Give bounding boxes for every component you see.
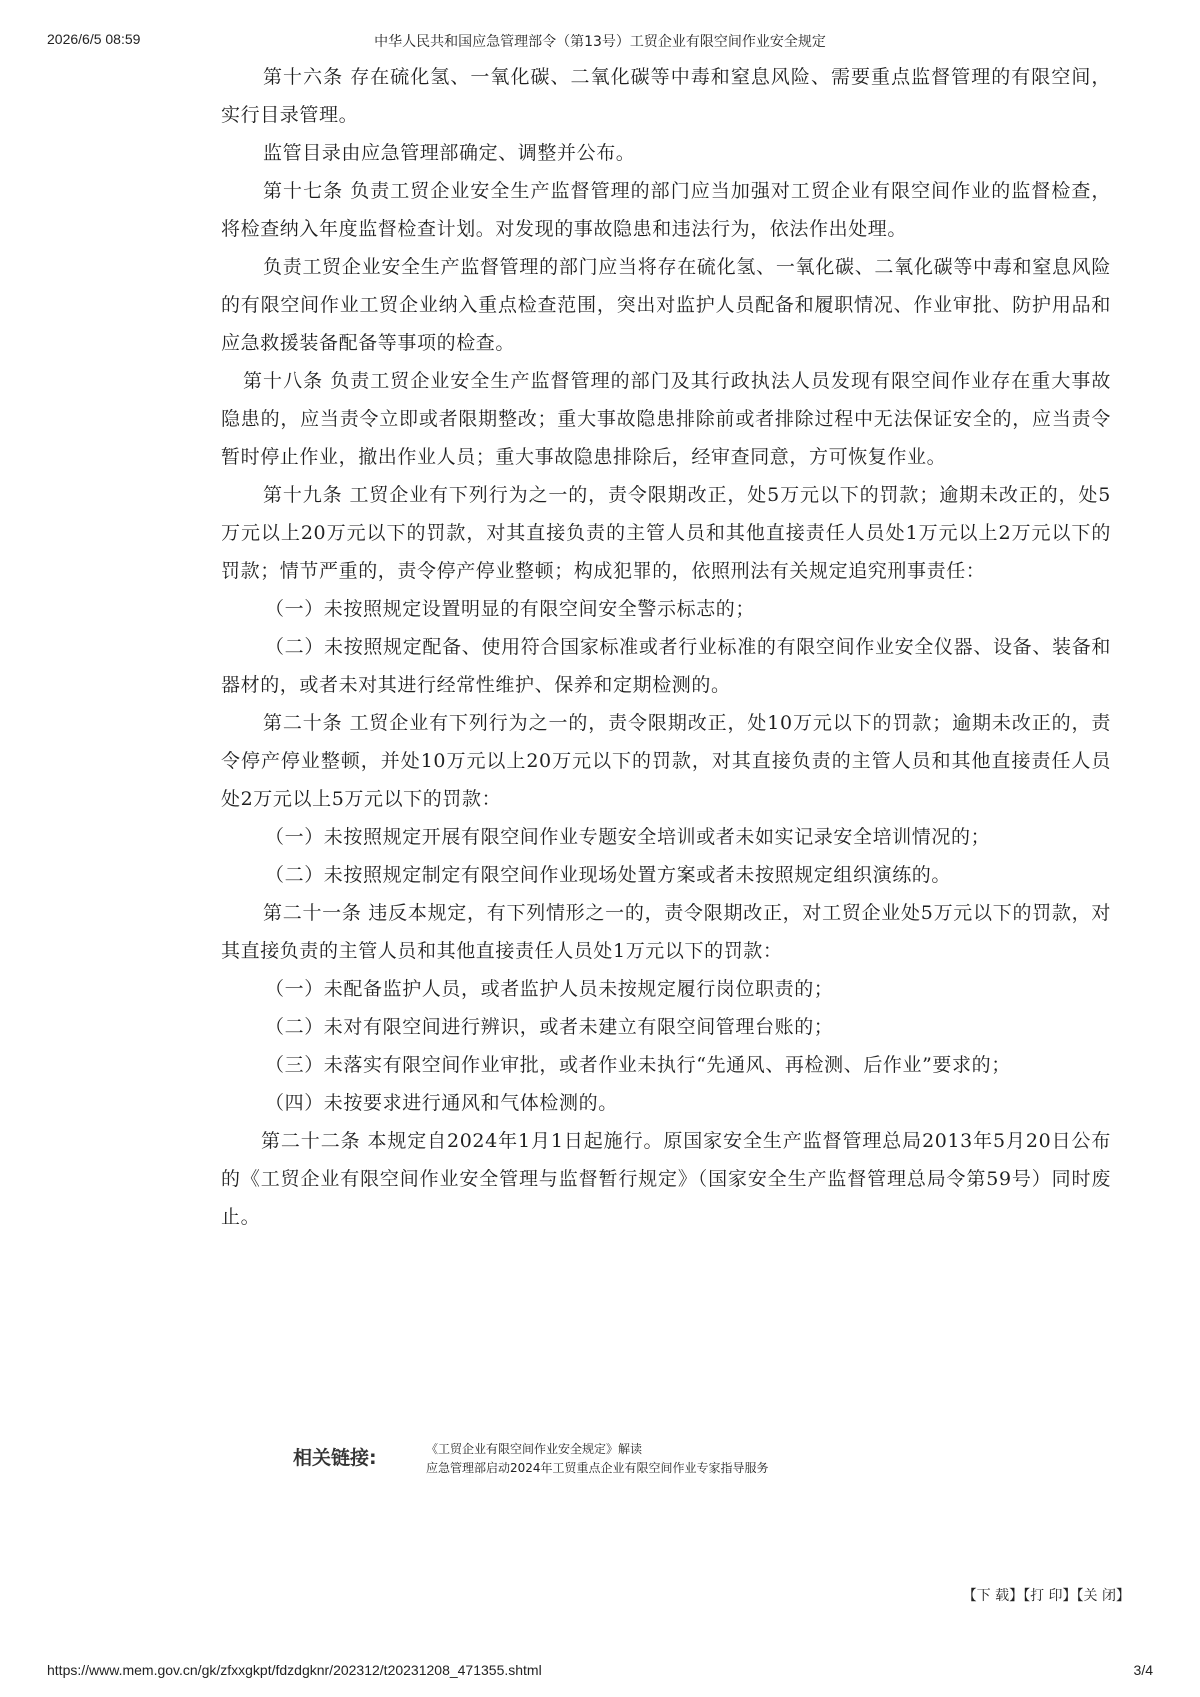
article-21: 第二十一条 违反本规定，有下列情形之一的，责令限期改正，对工贸企业处5万元以下的罚款，对其直接负责的主管人员和其他直接责任人员处1万元以下的罚款： xyxy=(221,902,1111,962)
page-number: 3/4 xyxy=(1133,1662,1153,1678)
article-21-item-3: （三）未落实有限空间作业审批，或者作业未执行“先通风、再检测、后作业”要求的； xyxy=(265,1054,1011,1076)
article-19-item-1: （一）未按照规定设置明显的有限空间安全警示标志的； xyxy=(265,598,756,620)
article-21-item-4: （四）未按要求进行通风和气体检测的。 xyxy=(265,1092,618,1114)
page-actions xyxy=(963,1585,1130,1605)
article-21-item-1: （一）未配备监护人员，或者监护人员未按规定履行岗位职责的； xyxy=(265,978,834,1000)
print-date: 2026/6/5 08:59 xyxy=(47,31,141,47)
article-22: 第二十二条 本规定自2024年1月1日起施行。原国家安全生产监督管理总局2013年5月20日公布的《工贸企业有限空间作业安全管理与监督暂行规定》（国家安全生产监督管理总局令第59号）同时废止。 xyxy=(221,1130,1111,1228)
article-18: 第十八条 负责工贸企业安全生产监督管理的部门及其行政执法人员发现有限空间作业存在重大事故隐患的，应当责令立即或者限期整改；重大事故隐患排除前或者排除过程中无法保证安全的，应当责令暂时停止作业，撤出作业人员；重大事故隐患排除后，经审查同意，方可恢复作业。 xyxy=(221,370,1111,468)
related-link-interpretation[interactable]: 《工贸企业有限空间作业安全规定》解读 xyxy=(426,1442,643,1456)
download-button[interactable]: 【下 载】 xyxy=(962,1588,1024,1604)
print-footer-url: https://www.mem.gov.cn/gk/zfxxgkpt/fdzdgknr/202312/t20231208_471355.shtml xyxy=(47,1662,542,1678)
article-21-item-2: （二）未对有限空间进行辨识，或者未建立有限空间管理台账的； xyxy=(265,1016,834,1038)
article-20-item-1: （一）未按照规定开展有限空间作业专题安全培训或者未如实记录安全培训情况的； xyxy=(265,826,991,848)
related-links-list xyxy=(426,1440,769,1478)
article-17-para-2: 负责工贸企业安全生产监督管理的部门应当将存在硫化氢、一氧化碳、二氧化碳等中毒和窒息风险的有限空间作业工贸企业纳入重点检查范围，突出对监护人员配备和履职情况、作业审批、防护用品和应急救援装备配备等事项的检查。 xyxy=(221,256,1111,354)
article-16: 第十六条 存在硫化氢、一氧化碳、二氧化碳等中毒和窒息风险、需要重点监督管理的有限空间，实行目录管理。 xyxy=(221,66,1111,126)
article-20-item-2: （二）未按照规定制定有限空间作业现场处置方案或者未按照规定组织演练的。 xyxy=(265,864,952,886)
article-20: 第二十条 工贸企业有下列行为之一的，责令限期改正，处10万元以下的罚款；逾期未改正的，责令停产停业整顿，并处10万元以上20万元以下的罚款，对其直接负责的主管人员和其他直接责任人员处2万元以上5万元以下的罚款： xyxy=(221,712,1111,810)
close-button[interactable]: 【关 闭】 xyxy=(1076,1588,1130,1604)
article-19-item-2: （二）未按照规定配备、使用符合国家标准或者行业标准的有限空间作业安全仪器、设备、装备和器材的，或者未对其进行经常性维护、保养和定期检测的。 xyxy=(221,636,1111,696)
print-button[interactable]: 【打 印】 xyxy=(1023,1588,1077,1604)
related-links-label: 相关链接: xyxy=(293,1447,377,1469)
print-header-title: 中华人民共和国应急管理部令（第13号）工贸企业有限空间作业安全规定 xyxy=(374,34,826,50)
article-body xyxy=(221,58,1111,1236)
article-17: 第十七条 负责工贸企业安全生产监督管理的部门应当加强对工贸企业有限空间作业的监督检查，将检查纳入年度监督检查计划。对发现的事故隐患和违法行为，依法作出处理。 xyxy=(221,180,1111,240)
related-link-expert-guidance[interactable]: 应急管理部启动2024年工贸重点企业有限空间作业专家指导服务 xyxy=(426,1461,769,1475)
article-19: 第十九条 工贸企业有下列行为之一的，责令限期改正，处5万元以下的罚款；逾期未改正的，处5万元以上20万元以下的罚款，对其直接负责的主管人员和其他直接责任人员处1万元以上2万元以下的罚款；情节严重的，责令停产停业整顿；构成犯罪的，依照刑法有关规定追究刑事责任： xyxy=(221,484,1111,582)
article-16-catalog: 监管目录由应急管理部确定、调整并公布。 xyxy=(263,142,636,164)
